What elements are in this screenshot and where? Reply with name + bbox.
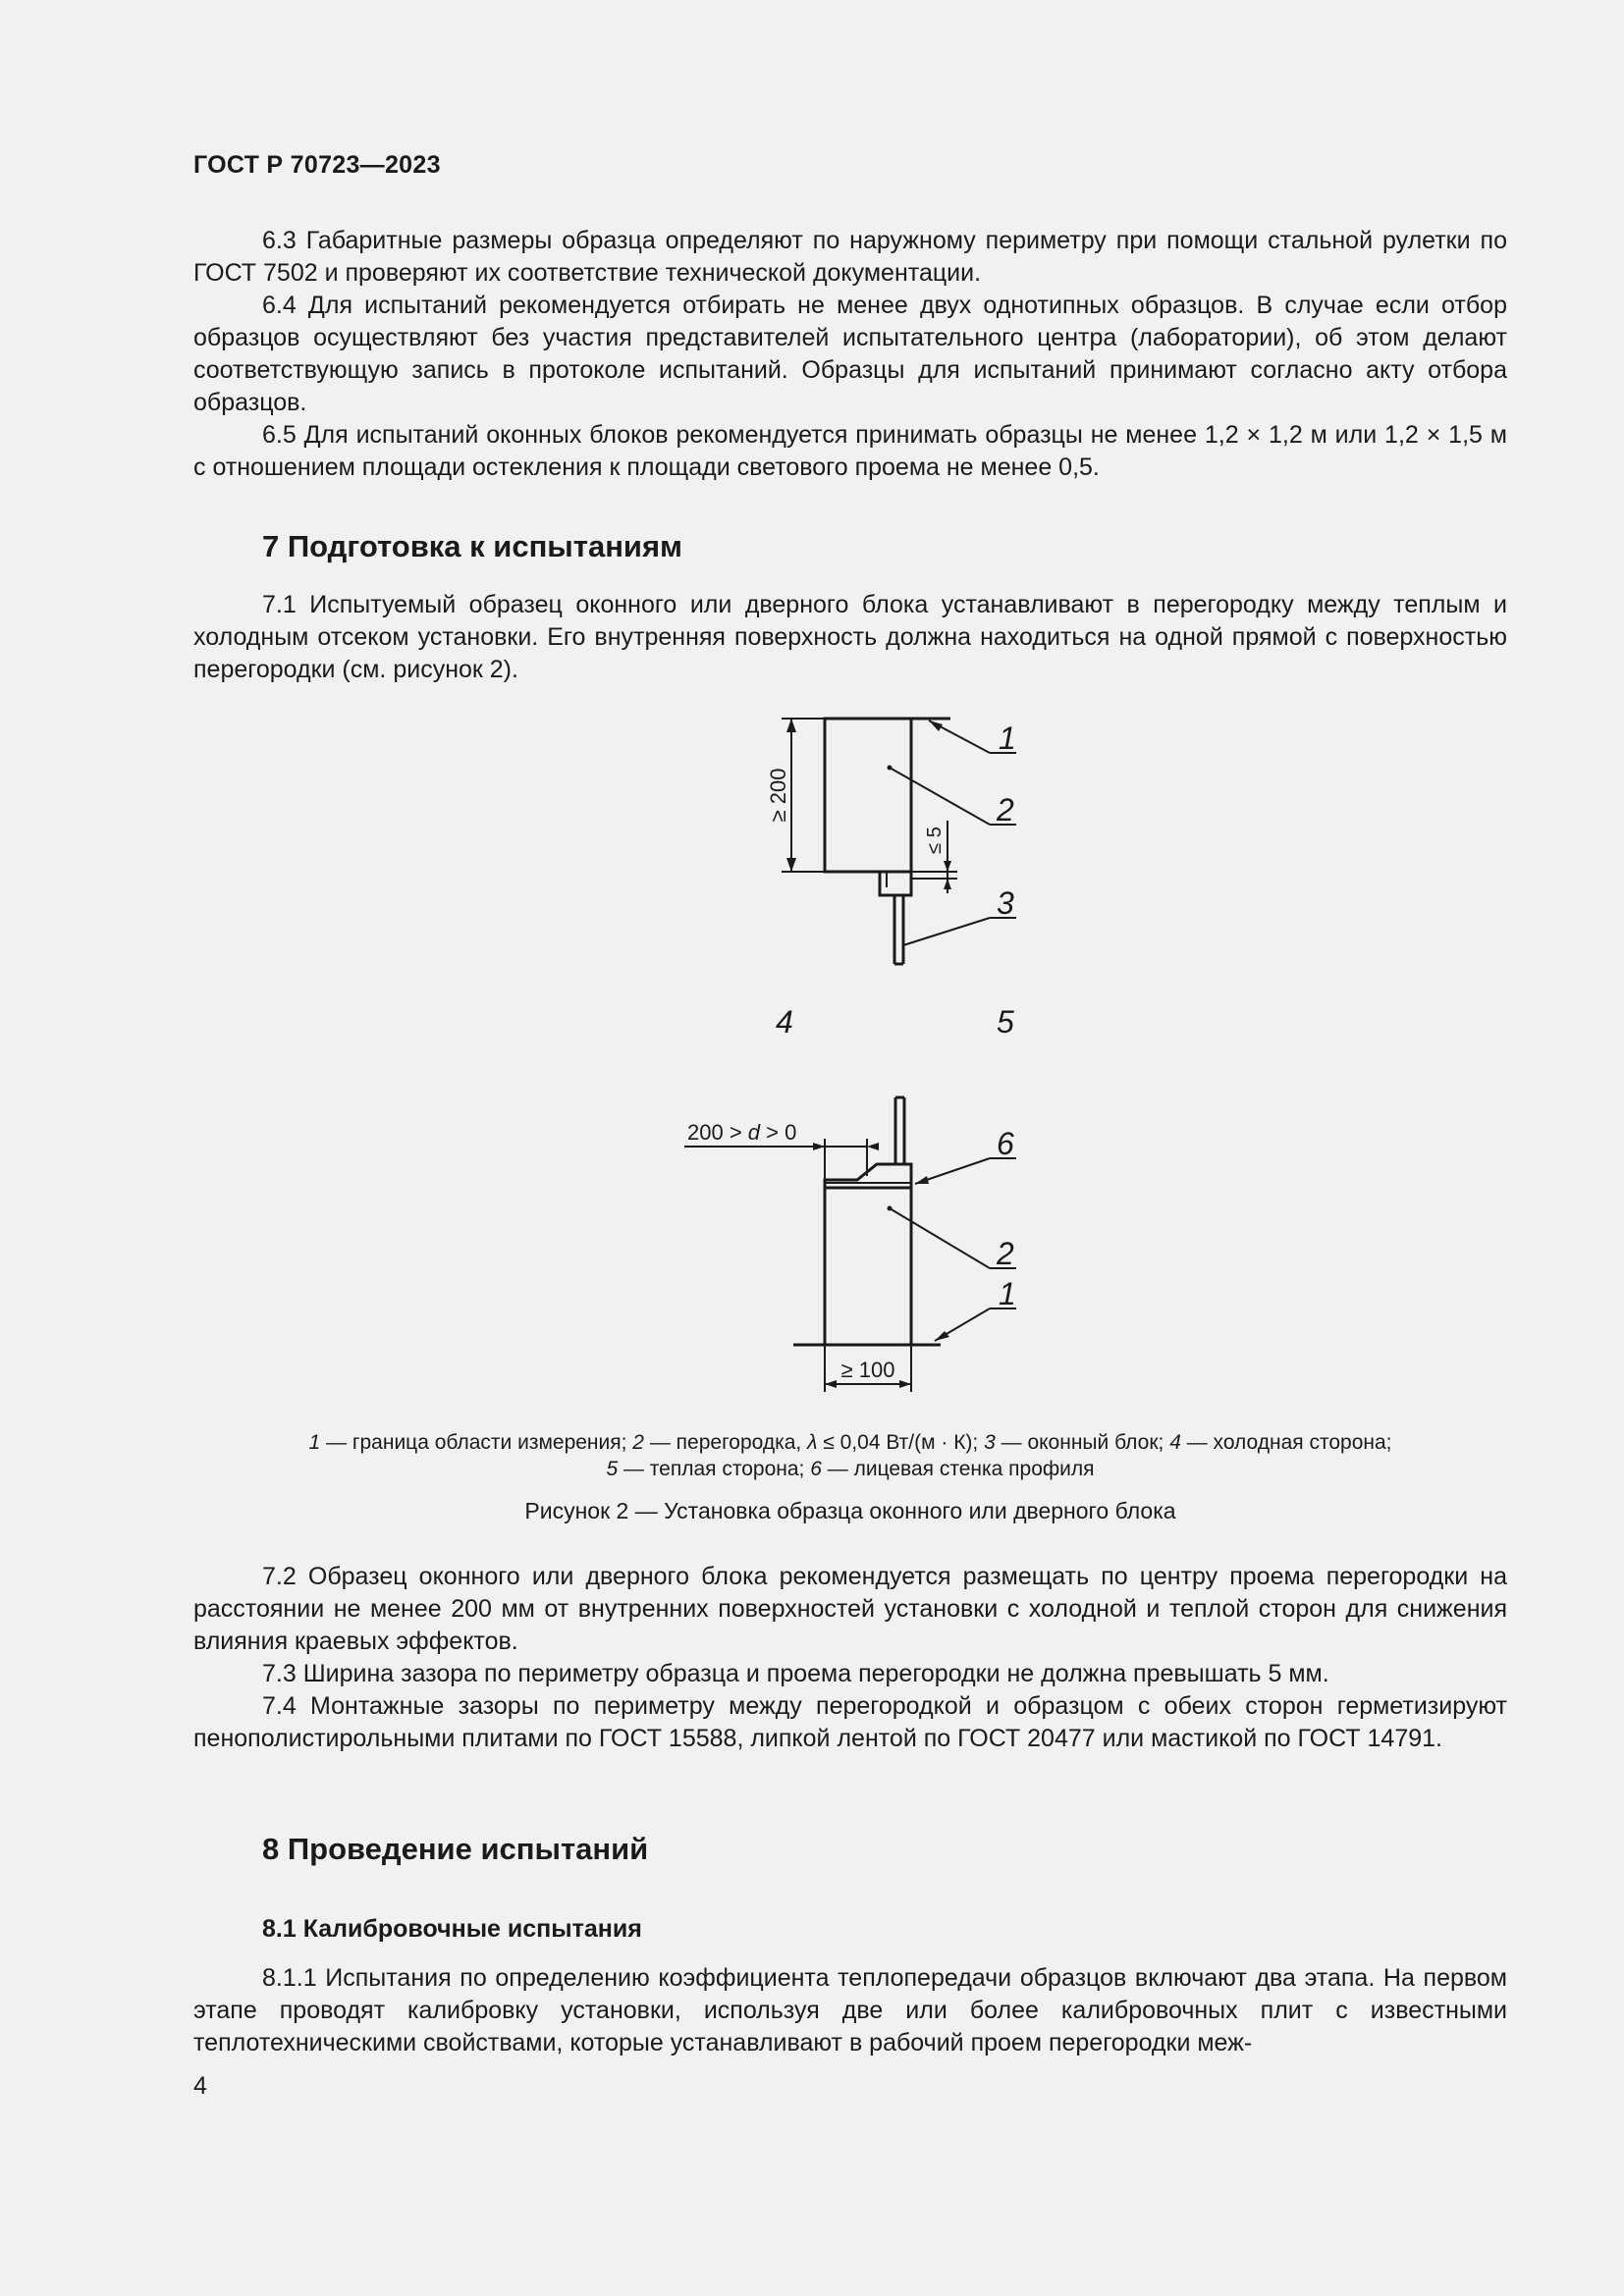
dim-5-label: ≤ 5	[924, 827, 946, 854]
callout-3: 3	[997, 885, 1014, 921]
dim-100-label: ≥ 100	[840, 1358, 895, 1382]
paragraph-7-3: 7.3 Ширина зазора по периметру образца и проема перегородки не должна превышать 5 мм.	[262, 1660, 1329, 1687]
paragraph-7-4: 7.4 Монтажные зазоры по периметру между перегородкой и образцом с обеих сторон герметизируют пенополистирольными плитами по ГОСТ 15588, липкой лентой по ГОСТ 20477 или мастикой по ГОСТ 14791.	[193, 1692, 1507, 1752]
window-frame-top	[880, 872, 911, 895]
section-8-heading: 8 Проведение испытаний	[262, 1832, 649, 1866]
paragraph-6-4: 6.4 Для испытаний рекомендуется отбирать не менее двух однотипных образцов. В случае если отбор образцов осуществляют без участия представителей испытательного центра (лаборатории), об этом делают соответствующую запись в протоколе испытаний. Образцы для испытаний принимают согласно акту отбора образцов.	[193, 292, 1507, 416]
callout-2-bottom: 2	[997, 1236, 1014, 1271]
section-7-heading: 7 Подготовка к испытаниям	[262, 529, 682, 563]
legend-line-1: 1 — граница области измерения; 2 — перегородка, λ ≤ 0,04 Вт/(м · К); 3 — оконный блок; 4 — холодная сторона;	[308, 1431, 1392, 1454]
paragraph-6-5: 6.5 Для испытаний оконных блоков рекомендуется принимать образцы не менее 1,2 × 1,2 м или 1,2 × 1,5 м с отношением площади остекления к площади светового проема не менее 0,5.	[193, 421, 1507, 481]
partition-bottom	[825, 1188, 911, 1345]
callout-1-bottom: 1	[999, 1276, 1016, 1311]
page-number: 4	[193, 2072, 207, 2100]
paragraph-7-1: 7.1 Испытуемый образец оконного или дверного блока устанавливают в перегородку между теплым и холодным отсеком установки. Его внутренняя поверхность должна находиться на одной прямой с поверхностью перегородки (см. рисунок 2).	[193, 591, 1507, 683]
leader-2-top	[890, 768, 990, 825]
leader-2-bottom	[890, 1208, 990, 1268]
paragraph-8-1-1: 8.1.1 Испытания по определению коэффициента теплопередачи образцов включают два этапа. На первом этапе проводят калибровку установки, используя две или более калибровочных плит с известными теплотехническими свойствами, которые устанавливают в рабочий проем перегородки меж-	[193, 1964, 1507, 2056]
figure-2-caption: Рисунок 2 — Установка образца оконного или дверного блока	[524, 1498, 1176, 1523]
subsection-8-1-heading: 8.1 Калибровочные испытания	[262, 1915, 642, 1943]
section-7-2-4-text	[193, 1561, 1507, 1755]
callout-6: 6	[997, 1126, 1014, 1161]
paragraph-6-3: 6.3 Габаритные размеры образца определяют по наружному периметру при помощи стальной рулетки по ГОСТ 7502 и проверяют их соответствие технической документации.	[193, 227, 1507, 287]
dim-200-label: ≥ 200	[766, 768, 790, 823]
callout-2-top: 2	[997, 792, 1014, 828]
figure-2-legend	[193, 1429, 1507, 1482]
dim-d-label: 200 > d > 0	[687, 1120, 797, 1145]
leader-3	[903, 918, 990, 945]
partition-top	[825, 719, 911, 872]
callout-4-cold-side: 4	[776, 1004, 793, 1040]
legend-line-2: 5 — теплая сторона; 6 — лицевая стенка профиля	[606, 1458, 1095, 1480]
paragraph-7-2: 7.2 Образец оконного или дверного блока рекомендуется размещать по центру проема перегородки на расстоянии не менее 200 мм от внутренних поверхностей установки с холодной и теплой сторон для снижения влияния краевых эффектов.	[193, 1563, 1507, 1655]
section-8-1-1-text	[193, 1962, 1507, 2059]
callout-5-warm-side: 5	[997, 1004, 1014, 1040]
callout-1-top: 1	[999, 721, 1016, 756]
document-code: ГОСТ Р 70723—2023	[193, 151, 441, 179]
